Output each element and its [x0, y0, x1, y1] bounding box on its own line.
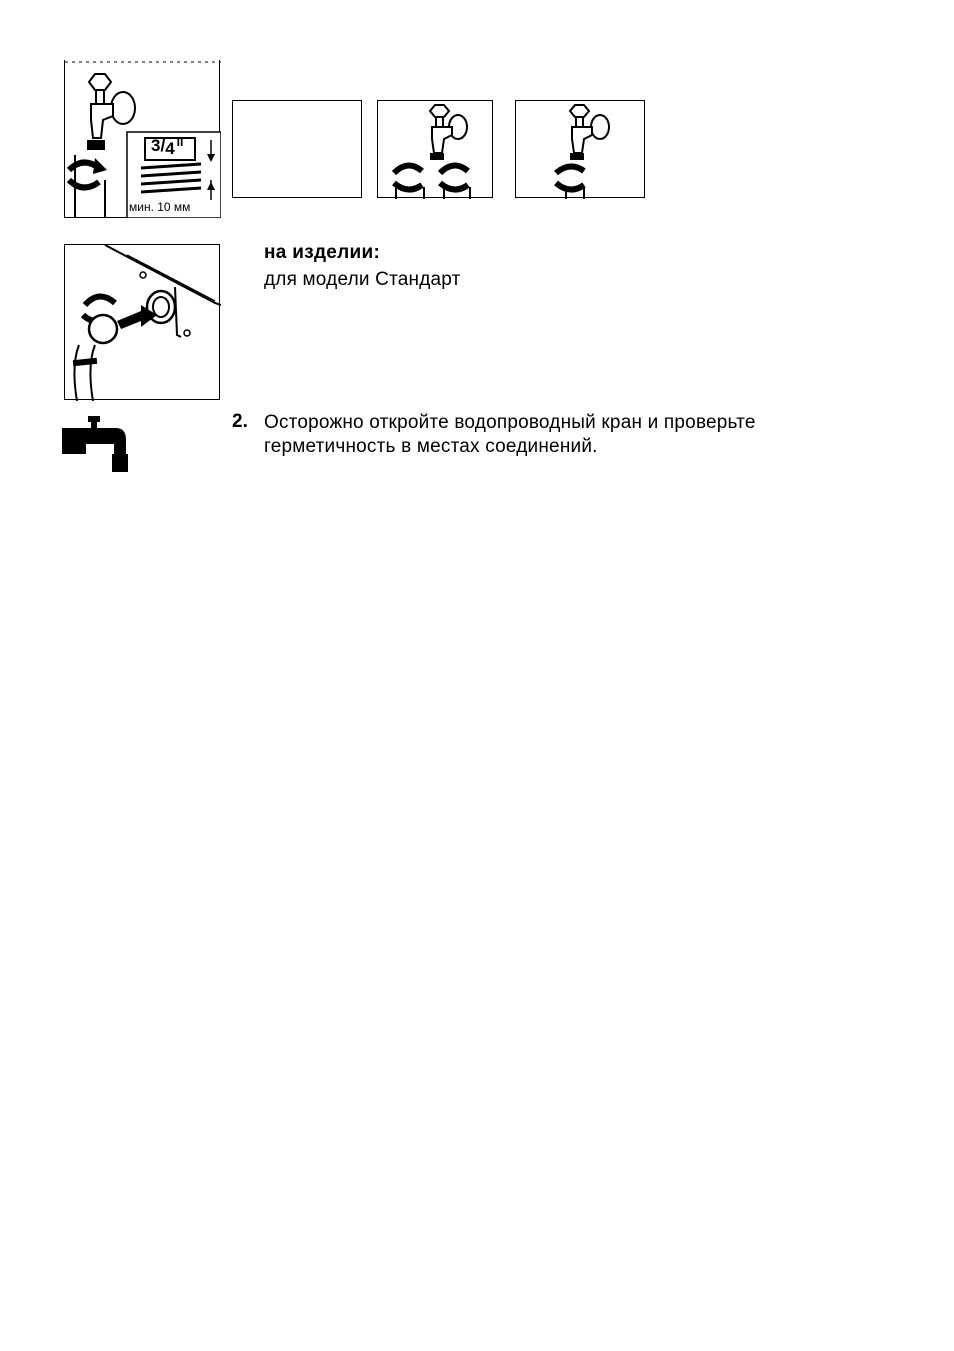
tap-one-connector-illustration [516, 101, 646, 199]
step-number: 2. [232, 411, 248, 432]
tap-thread-illustration [65, 60, 221, 218]
min-length-label: мин. 10 мм [129, 200, 191, 214]
tap-two-connectors-illustration [378, 101, 494, 199]
figure-tap-thread-size [64, 60, 220, 218]
figure-tap-one-connector [515, 100, 645, 198]
hose-connection-illustration [65, 245, 221, 401]
water-tap-icon [62, 414, 130, 474]
section-heading: на изделии: [264, 242, 381, 263]
step-text-line2: герметичность в местах соединений. [264, 436, 598, 457]
figure-empty-box [232, 100, 362, 198]
thread-size-whole: 3 [151, 136, 161, 155]
figure-hose-connection [64, 244, 220, 400]
step-text-line1: Осторожно откройте водопроводный кран и проверьте [264, 412, 756, 433]
section-subtext: для модели Стандарт [264, 269, 461, 290]
thread-size-label: 3/4 $^{II}$ [151, 135, 184, 158]
thread-size-fraction: 4 [165, 139, 175, 158]
thread-size-unit: II [176, 135, 184, 149]
figure-tap-two-connectors [377, 100, 493, 198]
